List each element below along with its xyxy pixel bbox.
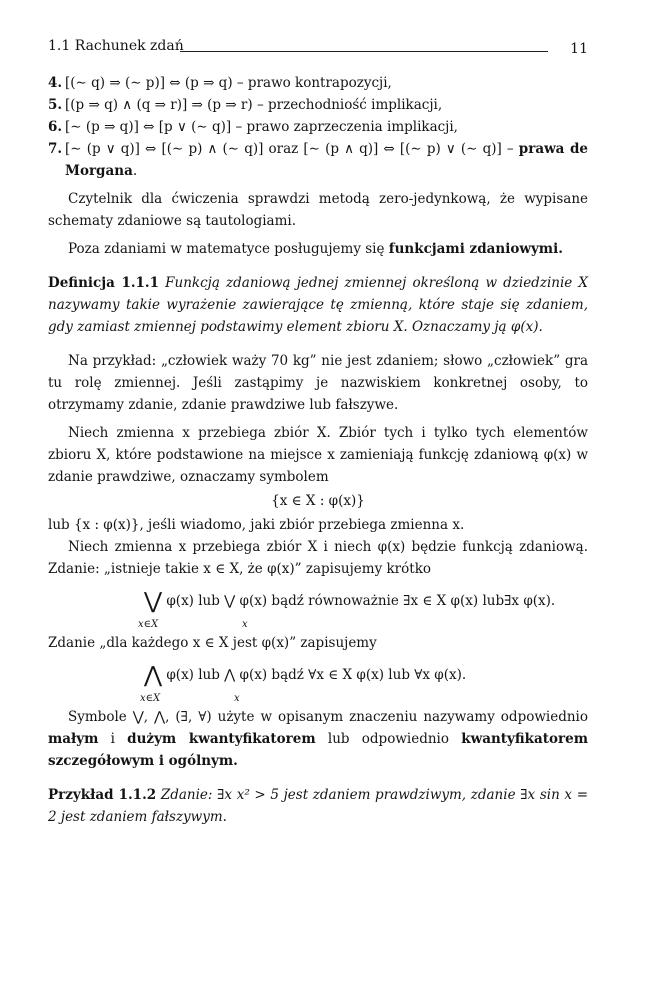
definition xyxy=(48,272,588,338)
law-formula: [(∼ q) ⇒ (∼ p)] ⇔ (p ⇒ q) xyxy=(65,75,233,91)
paragraph: Czytelnik dla ćwiczenia sprawdzi metodą zero-jedynkową, że wypisane schematy zdaniowe są tautologiami. xyxy=(48,191,588,229)
running-header xyxy=(48,38,588,58)
definition-text: Funkcją zdaniową jednej zmiennej określoną w dziedzinie X nazywamy takie wyrażenie zawierające tę zmienną, które staje się zdaniem, gdy zamiast zmiennej podstawimy element zbioru X. Oznaczamy ją φ(x). xyxy=(48,275,588,335)
paragraph-text: i xyxy=(98,731,128,747)
law-number: 5. xyxy=(48,97,63,113)
term-bold: dużym kwantyfikatorem xyxy=(127,731,316,747)
page-number: 11 xyxy=(570,41,588,57)
paragraph xyxy=(48,706,588,772)
law-description: – prawo kontrapozycji, xyxy=(232,75,392,91)
law-formula: [∼ (p ∨ q)] ⇔ [(∼ p) ∧ (∼ q)] oraz [∼ (p ∧ q)] ⇔ [(∼ p) ∨ (∼ q)] xyxy=(65,141,502,157)
forall-symbol: ⋀ xyxy=(144,663,163,688)
term-bold: funkcjami zdaniowymi. xyxy=(388,241,563,257)
forall-formula-text: φ(x) lub ⋀ φ(x) bądź ∀x ∈ X φ(x) lub ∀x φ(x). xyxy=(166,667,467,683)
subscript: x xyxy=(234,693,240,704)
law-number: 4. xyxy=(48,75,63,91)
paragraph: Na przykład: „człowiek waży 70 kg” nie jest zdaniem; słowo „człowiek” gra tu rolę zmiennej. Jeśli zastąpimy je nazwiskiem konkretnej osoby, to otrzymamy zdanie, zdanie prawdziwe lub fałszywe. xyxy=(48,353,588,413)
subscript: x∈X xyxy=(140,693,161,704)
law-number: 6. xyxy=(48,119,63,135)
paragraph: Zdanie „dla każdego x ∈ X jest φ(x)” zapisujemy xyxy=(48,635,377,651)
paragraph-text: Symbole ⋁, ⋀, (∃, ∀) użyte w opisanym znaczeniu nazywamy odpowiednio xyxy=(68,709,588,725)
paragraph-text: Poza zdaniami w matematyce posługujemy się xyxy=(68,241,389,257)
law-item: 7. [∼ (p ∨ q)] ⇔ [(∼ p) ∧ (∼ q)] oraz [∼ (p ∧ q)] ⇔ [(∼ p) ∨ (∼ q)] – prawa de Morgana. xyxy=(48,138,588,182)
law-item xyxy=(48,72,588,94)
example-text: Zdanie: ∃x x² > 5 jest zdaniem prawdziwym, zdanie ∃x sin x = 2 jest zdaniem fałszywym. xyxy=(48,787,588,825)
paragraph-text: lub odpowiednio xyxy=(315,731,462,747)
example-label: Przykład 1.1.2 xyxy=(48,787,157,803)
law-item xyxy=(48,116,588,138)
paragraph: Niech zmienna x przebiega zbiór X. Zbiór tych i tylko tych elementów zbioru X, które podstawione na miejsce x zamieniają funkcję zdaniową φ(x) w zdanie prawdziwe, oznaczamy symbolem xyxy=(48,425,588,485)
law-number: 7. xyxy=(48,141,63,157)
law-description: – xyxy=(501,141,519,157)
law-formula: [(p ⇒ q) ∧ (q ⇒ r)] ⇒ (p ⇒ r) xyxy=(65,97,253,113)
law-name: prawa de Morgana xyxy=(65,141,588,179)
definition-label: Definicja 1.1.1 xyxy=(48,275,160,291)
law-formula: [∼ (p ⇒ q)] ⇔ [p ∨ (∼ q)] xyxy=(65,119,232,135)
set-formula: {x ∈ X : φ(x)} xyxy=(271,493,365,509)
header-rule xyxy=(180,51,548,52)
subscript: x xyxy=(242,619,248,630)
section-title: 1.1 Rachunek zdań xyxy=(48,38,184,54)
subscript: x∈X xyxy=(138,619,159,630)
exists-symbol: ⋁ xyxy=(144,589,163,614)
example xyxy=(48,784,588,828)
law-item xyxy=(48,94,588,116)
paragraph: Niech zmienna x przebiega zbiór X i niech φ(x) będzie funkcją zdaniową. Zdanie: „istnieje takie x ∈ X, że φ(x)” zapisujemy krótko xyxy=(48,539,588,577)
term-bold: kwantyfikatorem szczegółowym i ogólnym. xyxy=(48,731,588,769)
term-bold: małym xyxy=(48,731,99,747)
page-body xyxy=(48,72,588,828)
exists-formula xyxy=(48,584,588,628)
paragraph: lub {x : φ(x)}, jeśli wiadomo, jaki zbiór przebiega zmienna x. xyxy=(48,517,465,533)
exists-formula-text: φ(x) lub ⋁ φ(x) bądź równoważnie ∃x ∈ X φ(x) lub∃x φ(x). xyxy=(166,593,556,609)
law-description: – prawo zaprzeczenia implikacji, xyxy=(231,119,458,135)
forall-formula xyxy=(48,658,588,702)
law-description: – przechodniość implikacji, xyxy=(252,97,443,113)
paragraph xyxy=(48,238,588,260)
